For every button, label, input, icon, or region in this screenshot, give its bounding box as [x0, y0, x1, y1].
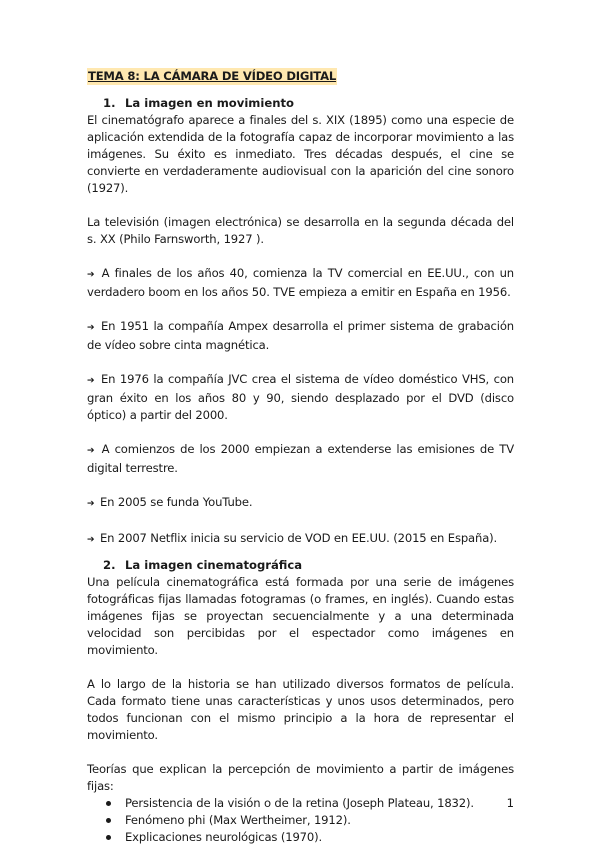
timeline-item: ➔ En 2005 se funda YouTube.	[87, 495, 253, 509]
arrow-icon: ➔	[87, 323, 95, 333]
paragraph: A lo largo de la historia se han utilizado diversos formatos de película. Cada formato tiene unas características y unos usos determinados, pero todos funcionan con el mismo principio a la hora de representar el movimiento.	[87, 677, 514, 742]
list-item: Persistencia de la visión o de la retina (Joseph Plateau, 1832).	[87, 795, 514, 812]
timeline-item: ➔ A comienzos de los 2000 empiezan a extenderse las emisiones de TV digital terrestre.	[87, 442, 514, 475]
document-page	[87, 68, 514, 846]
list-item: Fenómeno phi (Max Wertheimer, 1912).	[87, 812, 514, 829]
section-2-heading-text: La imagen cinematográfica	[125, 558, 303, 572]
theories-list	[87, 795, 514, 846]
paragraph: El cinematógrafo aparece a finales del s. XIX (1895) como una especie de aplicación extendida de la fotografía capaz de incorporar movimiento a las imágenes. Su éxito es inmediato. Tres décadas después, el cine se convierte en verdaderamente audiovisual con la aparición del cine sonoro (1927).	[87, 113, 514, 195]
section-2-heading	[87, 557, 514, 574]
section-1-heading-text: La imagen en movimiento	[125, 96, 294, 110]
paragraph: Teorías que explican la percepción de movimiento a partir de imágenes fijas:	[87, 762, 514, 793]
list-item: Explicaciones neurológicas (1970).	[87, 829, 514, 846]
document-title: TEMA 8: LA CÁMARA DE VÍDEO DIGITAL	[88, 69, 337, 83]
section-1-heading	[87, 95, 514, 112]
arrow-icon: ➔	[87, 446, 95, 456]
timeline-item: ➔ En 1951 la compañía Ampex desarrolla el primer sistema de grabación de vídeo sobre cinta magnética.	[87, 319, 514, 352]
arrow-icon: ➔	[87, 270, 95, 280]
section-1-number: 1.	[103, 96, 116, 110]
arrow-icon: ➔	[87, 535, 95, 545]
arrow-icon: ➔	[87, 499, 95, 509]
paragraph: La televisión (imagen electrónica) se desarrolla en la segunda década del s. XX (Philo Farnsworth, 1927 ).	[87, 215, 514, 246]
arrow-icon: ➔	[87, 376, 95, 386]
section-2-number: 2.	[103, 558, 116, 572]
timeline-item: ➔ En 1976 la compañía JVC crea el sistema de vídeo doméstico VHS, con gran éxito en los años 80 y 90, siendo desplazado por el DVD (disco óptico) a partir del 2000.	[87, 372, 514, 422]
page-number: 1	[506, 796, 514, 810]
timeline-item: ➔ A finales de los años 40, comienza la TV comercial en EE.UU., con un verdadero boom en los años 50. TVE empieza a emitir en España en 1956.	[87, 266, 514, 299]
paragraph: Una película cinematográfica está formada por una serie de imágenes fotográficas fijas llamadas fotogramas (o frames, en inglés). Cuando estas imágenes fijas se proyectan secuencialmente y a una determinada velocidad son percibidas por el espectador como imágenes en movimiento.	[87, 575, 514, 657]
timeline-item: ➔ En 2007 Netflix inicia su servicio de VOD en EE.UU. (2015 en España).	[87, 531, 498, 545]
